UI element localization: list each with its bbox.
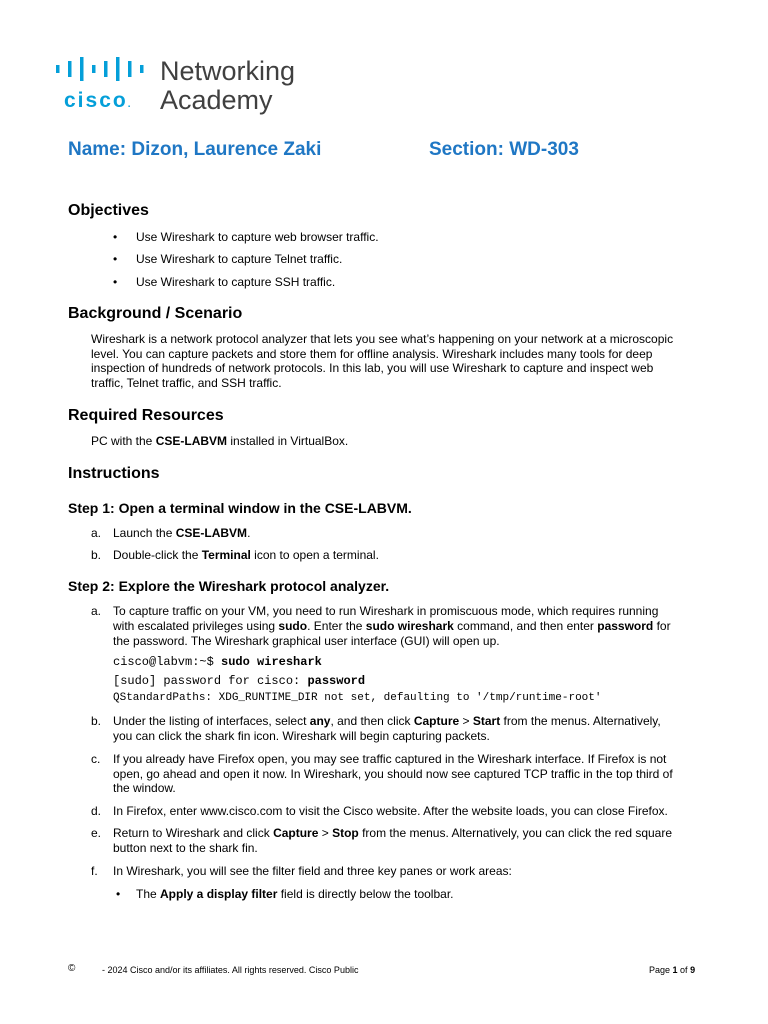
step2-item-b-line1: Under the listing of interfaces, select any, and then click Capture > Start from the menus. Alternatively, [113,714,661,728]
step2-item-f: In Wireshark, you will see the filter field and three key panes or work areas: [113,864,512,878]
background-line: Wireshark is a network protocol analyzer that lets you see what’s happening on your network at a microscopic [91,332,674,346]
list-marker: b. [91,714,102,728]
list-marker: a. [91,604,102,618]
background-line: level. You can capture packets and store them for offline analysis. Wireshark includes many tools for deep [91,347,653,361]
logo-academy: Academy [160,85,273,115]
step2-item-e-line2: button next to the shark fin. [113,841,258,855]
step2-item-a-line3: the password. The Wireshark graphical user interface (GUI) will open up. [113,634,500,648]
objective-item: Use Wireshark to capture SSH traffic. [136,275,336,289]
cisco-bars-icon [54,54,154,84]
footer-copyright-text: - 2024 Cisco and/or its affiliates. All rights reserved. Cisco Public [102,965,359,975]
step2-item-c-line1: If you already have Firefox open, you may see traffic captured in the Wireshark interface. If Firefox is not [113,752,667,766]
bullet-icon: • [113,275,118,289]
resources-text: PC with the CSE-LABVM installed in VirtualBox. [91,434,349,448]
code-line-output: QStandardPaths: XDG_RUNTIME_DIR not set, defaulting to '/tmp/runtime-root' [113,692,602,704]
list-marker: a. [91,526,102,540]
step1-item-a: Launch the CSE-LABVM. [113,526,251,540]
student-name: Name: Dizon, Laurence Zaki [68,139,322,160]
background-line: inspection of hundreds of network protocols. In this lab, you will use Wireshark to capture and inspect web [91,361,654,375]
step1-heading: Step 1: Open a terminal window in the CSE-LABVM. [68,500,412,516]
list-marker: d. [91,804,102,818]
step2-item-f-sub: The Apply a display filter field is directly below the toolbar. [136,887,454,901]
step2-item-e-line1: Return to Wireshark and click Capture > Stop from the menus. Alternatively, you can click the red square [113,826,673,840]
cisco-networking-academy-logo [54,54,314,116]
bullet-icon: • [116,887,121,901]
objective-item: Use Wireshark to capture Telnet traffic. [136,252,343,266]
list-marker: f. [91,864,98,878]
objectives-heading: Objectives [68,202,149,219]
instructions-heading: Instructions [68,465,160,482]
background-line: traffic, Telnet traffic, and SSH traffic. [91,376,282,390]
student-section: Section: WD-303 [429,139,579,160]
step2-item-c-line2: open, go ahead and open it now. In Wireshark, you should now see captured TCP traffic in the top third of [113,767,673,781]
step2-item-a-line1: To capture traffic on your VM, you need to run Wireshark in promiscuous mode, which requires running [113,604,659,618]
list-marker: e. [91,826,102,840]
code-line-command: cisco@labvm:~$ sudo wireshark [113,655,322,669]
logo-networking: Networking [160,56,296,86]
code-line-password: [sudo] password for cisco: password [113,674,366,688]
page-number: Page 1 of 9 [649,965,696,975]
copyright-icon: © [68,963,76,974]
step2-item-a-line2: with escalated privileges using sudo. Enter the sudo wireshark command, and then enter password for [113,619,671,633]
step2-item-c-line3: the window. [113,781,176,795]
resources-heading: Required Resources [68,407,224,424]
background-heading: Background / Scenario [68,305,243,322]
step2-item-b-line2: you can click the shark fin icon. Wireshark will begin capturing packets. [113,729,490,743]
bullet-icon: • [113,230,118,244]
bullet-icon: • [113,252,118,266]
step2-item-d: In Firefox, enter www.cisco.com to visit the Cisco website. After the website loads, you can close Firefox. [113,804,668,818]
cisco-wordmark: cisco. [64,89,133,112]
list-marker: c. [91,752,101,766]
objective-item: Use Wireshark to capture web browser traffic. [136,230,379,244]
step2-heading: Step 2: Explore the Wireshark protocol analyzer. [68,578,390,594]
step1-item-b: Double-click the Terminal icon to open a terminal. [113,548,379,562]
list-marker: b. [91,548,102,562]
